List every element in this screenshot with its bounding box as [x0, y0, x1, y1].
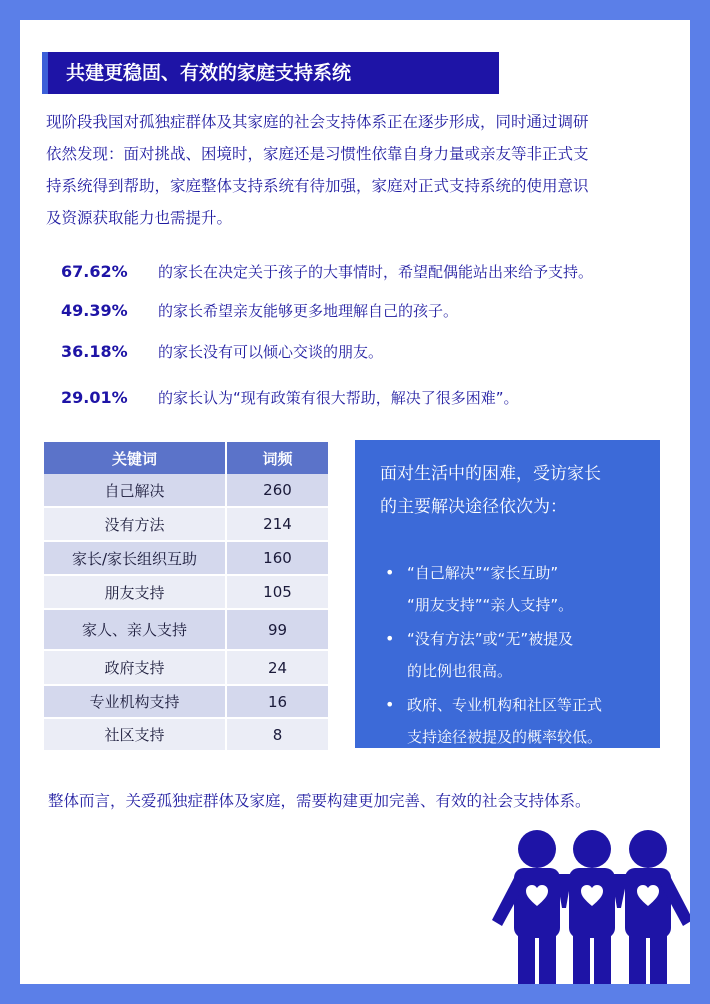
- frequency-cell: 24: [226, 650, 329, 685]
- summary-heading: [380, 458, 640, 524]
- bullet-icon: •: [385, 695, 395, 714]
- keyword-cell: 专业机构支持: [44, 685, 226, 718]
- bullet-icon: •: [385, 563, 395, 582]
- keyword-cell: 社区支持: [44, 718, 226, 751]
- keyword-cell: 没有方法: [44, 507, 226, 541]
- stat-percent: 36.18%: [61, 342, 128, 361]
- keyword-cell: 自己解决: [44, 474, 226, 507]
- section-title-bar: [42, 52, 499, 94]
- title-accent-stripe: [42, 52, 48, 94]
- summary-heading-line: 的主要解决途径依次为：: [380, 497, 567, 517]
- intro-paragraph: [46, 106, 660, 234]
- table-row: [44, 650, 329, 685]
- frequency-cell: 105: [226, 575, 329, 609]
- stat-item: [61, 340, 681, 364]
- bullet-line: “朋友支持”“亲人支持”。: [407, 596, 574, 614]
- intro-line: 依然发现：面对挑战、困境时，家庭还是习惯性依靠自身力量或亲友等非正式支: [46, 145, 589, 163]
- stat-percent: 67.62%: [61, 262, 128, 281]
- bullet-line: 政府、专业机构和社区等正式: [407, 696, 603, 714]
- keyword-cell: 家人、亲人支持: [44, 609, 226, 650]
- stat-description: 的家长在决定关于孩子的大事情时，希望配偶能站出来给予支持。: [158, 263, 594, 281]
- intro-line: 持系统得到帮助，家庭整体支持系统有待加强，家庭对正式支持系统的使用意识: [46, 177, 589, 195]
- frequency-cell: 160: [226, 541, 329, 575]
- keyword-frequency-table: [44, 442, 330, 752]
- column-header-keyword: 关键词: [44, 442, 226, 474]
- table-row: [44, 474, 329, 507]
- column-header-frequency: 词频: [226, 442, 329, 474]
- table-row: [44, 575, 329, 609]
- table-row: [44, 541, 329, 575]
- table-header-row: [44, 442, 329, 474]
- bullet-line: “自己解决”“家长互助”: [407, 564, 559, 582]
- bullet-line: 支持途径被提及的概率较低。: [407, 728, 603, 746]
- page-title: 共建更稳固、有效的家庭支持系统: [66, 62, 352, 84]
- bullet-line: 的比例也很高。: [407, 662, 513, 680]
- stat-description: 的家长希望亲友能够更多地理解自己的孩子。: [158, 302, 459, 320]
- frequency-cell: 260: [226, 474, 329, 507]
- summary-bullet-item: [385, 689, 655, 753]
- table-row: [44, 718, 329, 751]
- stat-description: 的家长认为“现有政策有很大帮助，解决了很多困难”。: [158, 389, 519, 407]
- stat-item: [61, 299, 681, 323]
- intro-line: 及资源获取能力也需提升。: [46, 209, 233, 227]
- summary-box: [355, 440, 660, 748]
- stat-percent: 29.01%: [61, 388, 128, 407]
- table-row: [44, 685, 329, 718]
- keyword-cell: 朋友支持: [44, 575, 226, 609]
- table-row: [44, 609, 329, 650]
- people-holding-hands-icon: [480, 810, 690, 984]
- frequency-cell: 214: [226, 507, 329, 541]
- summary-bullet-item: [385, 557, 655, 621]
- summary-bullet-list: [385, 557, 655, 755]
- summary-heading-line: 面对生活中的困难，受访家长: [380, 464, 601, 484]
- bullet-icon: •: [385, 629, 395, 648]
- intro-line: 现阶段我国对孤独症群体及其家庭的社会支持体系正在逐步形成，同时通过调研: [46, 113, 589, 131]
- stat-item: [61, 386, 681, 410]
- closing-statement: 整体而言，关爱孤独症群体及家庭，需要构建更加完善、有效的社会支持体系。: [48, 792, 591, 810]
- keyword-cell: 政府支持: [44, 650, 226, 685]
- summary-bullet-item: [385, 623, 655, 687]
- stat-item: [61, 260, 681, 284]
- stat-percent: 49.39%: [61, 301, 128, 320]
- stat-description: 的家长没有可以倾心交谈的朋友。: [158, 343, 384, 361]
- frequency-cell: 16: [226, 685, 329, 718]
- page: [20, 20, 690, 984]
- bullet-line: “没有方法”或“无”被提及: [407, 630, 574, 648]
- frequency-cell: 8: [226, 718, 329, 751]
- keyword-cell: 家长/家长组织互助: [44, 541, 226, 575]
- frequency-cell: 99: [226, 609, 329, 650]
- table-row: [44, 507, 329, 541]
